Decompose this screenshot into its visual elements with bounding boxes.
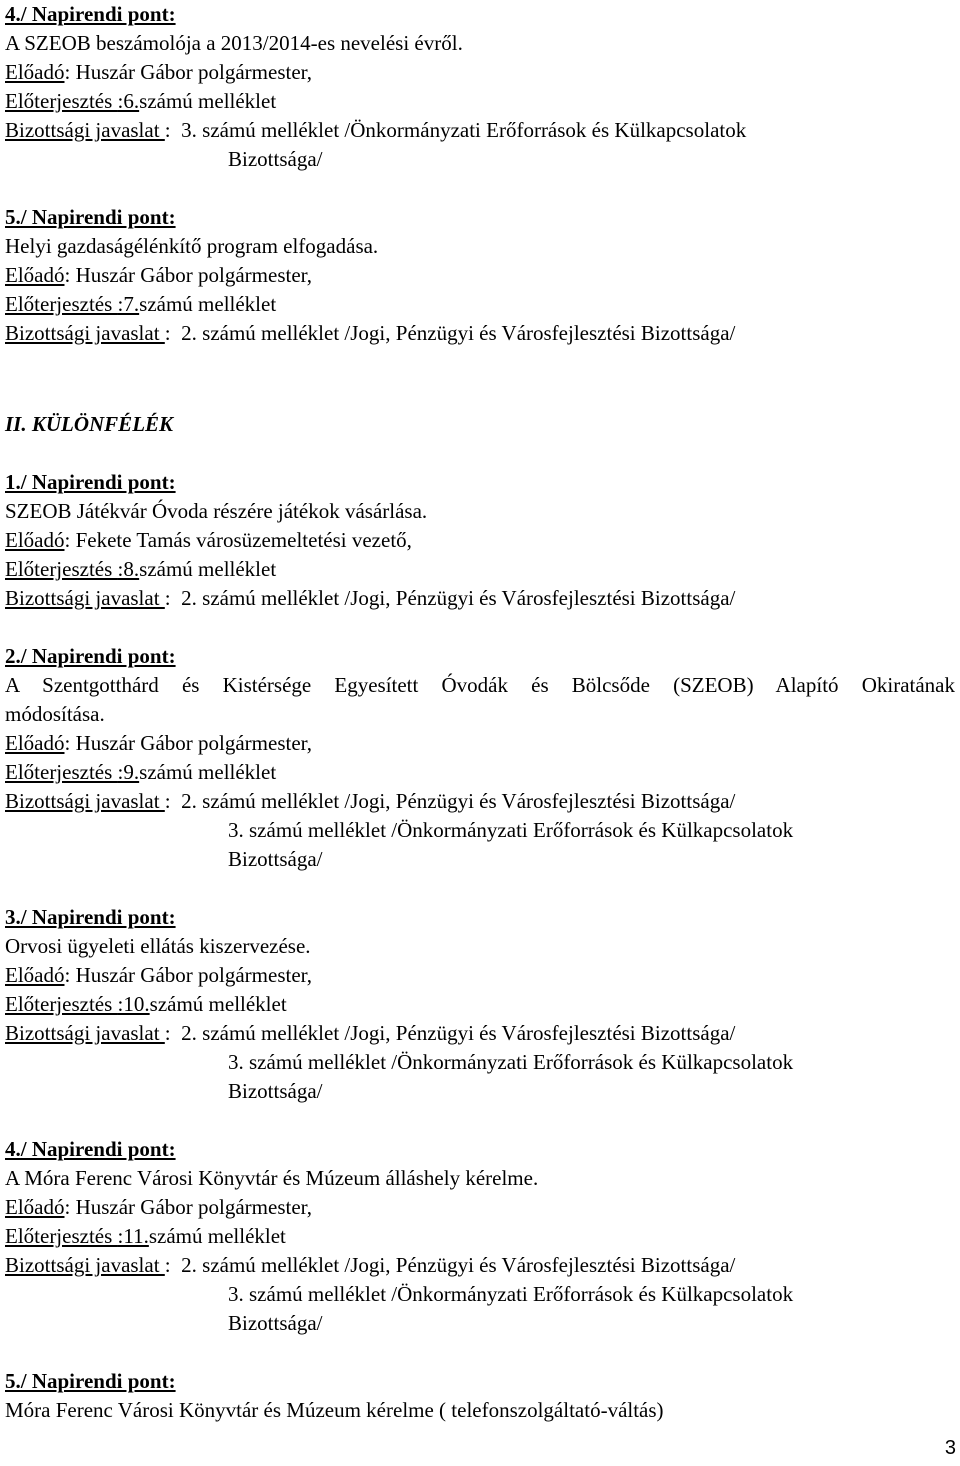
agenda-title (5, 1396, 955, 1425)
presenter-name: : Huszár Gábor polgármester, (64, 731, 313, 755)
presenter-line (5, 961, 955, 990)
presenter-label: Előadó (5, 263, 65, 287)
committee-annex: 3. számú melléklet /Önkormányzati Erőforrások és Külkapcsolatok (228, 818, 794, 842)
agenda-heading-text: 2./ Napirendi pont: (5, 644, 176, 668)
proposal-annex: :6. (117, 89, 140, 113)
proposal-label: Előterjesztés (5, 557, 118, 581)
proposal-label: Előterjesztés (5, 89, 118, 113)
committee-line (5, 319, 955, 348)
agenda-title (5, 1164, 955, 1193)
committee-colon: : (164, 118, 176, 142)
committee-colon: : (164, 586, 176, 610)
presenter-name: : Huszár Gábor polgármester, (64, 263, 313, 287)
agenda-title-text: SZEOB Játékvár Óvoda részére játékok vásárlása. (5, 499, 428, 523)
presenter-line (5, 729, 955, 758)
proposal-suffix: számú melléklet (149, 992, 287, 1016)
agenda-heading (5, 203, 955, 232)
presenter-line (5, 526, 955, 555)
agenda-heading-text: 5./ Napirendi pont: (5, 1369, 176, 1393)
agenda-title (5, 232, 955, 261)
committee-colon: : (164, 321, 176, 345)
presenter-label: Előadó (5, 1195, 65, 1219)
agenda-heading-text: 3./ Napirendi pont: (5, 905, 176, 929)
proposal-suffix: számú melléklet (139, 760, 277, 784)
committee-annex: 2. számú melléklet /Jogi, Pénzügyi és Városfejlesztési Bizottsága/ (181, 321, 736, 345)
agenda-heading (5, 642, 955, 671)
section-title-text: II. KÜLÖNFÉLÉK (5, 412, 174, 436)
committee-annex: 2. számú melléklet /Jogi, Pénzügyi és Városfejlesztési Bizottsága/ (181, 789, 736, 813)
committee-line (5, 1280, 955, 1309)
committee-label: Bizottsági javaslat (5, 1021, 165, 1045)
committee-line (5, 584, 955, 613)
committee-annex: 2. számú melléklet /Jogi, Pénzügyi és Városfejlesztési Bizottsága/ (181, 1021, 736, 1045)
agenda-heading (5, 1135, 955, 1164)
proposal-annex: :9. (117, 760, 140, 784)
committee-annex-cont: Bizottsága/ (228, 1311, 323, 1335)
committee-colon: : (164, 1021, 176, 1045)
committee-annex: 2. számú melléklet /Jogi, Pénzügyi és Városfejlesztési Bizottsága/ (181, 1253, 736, 1277)
presenter-label: Előadó (5, 60, 65, 84)
presenter-label: Előadó (5, 731, 65, 755)
agenda-title-text: A Szentgotthárd és Kistérsége Egyesített Óvodák és Bölcsőde (SZEOB) Alapító Okiratának (5, 673, 955, 697)
presenter-label: Előadó (5, 528, 65, 552)
committee-label: Bizottsági javaslat (5, 321, 165, 345)
presenter-name: : Huszár Gábor polgármester, (64, 1195, 313, 1219)
agenda-heading (5, 0, 955, 29)
committee-line-cont (5, 845, 955, 874)
proposal-line (5, 990, 955, 1019)
presenter-line (5, 261, 955, 290)
committee-annex: 3. számú melléklet /Önkormányzati Erőforrások és Külkapcsolatok (228, 1050, 794, 1074)
committee-colon: : (164, 1253, 176, 1277)
proposal-suffix: számú melléklet (139, 557, 277, 581)
section-title (5, 410, 955, 439)
proposal-annex: :7. (117, 292, 140, 316)
committee-line-cont (5, 1309, 955, 1338)
document-page (5, 0, 955, 1425)
proposal-line (5, 1222, 955, 1251)
committee-line (5, 116, 955, 145)
presenter-name: : Huszár Gábor polgármester, (64, 60, 313, 84)
agenda-heading (5, 903, 955, 932)
proposal-line (5, 290, 955, 319)
presenter-line (5, 1193, 955, 1222)
committee-colon: : (164, 789, 176, 813)
presenter-name: : Huszár Gábor polgármester, (64, 963, 313, 987)
agenda-title-text: A SZEOB beszámolója a 2013/2014-es nevelési évről. (5, 31, 463, 55)
proposal-suffix: számú melléklet (148, 1224, 286, 1248)
agenda-title (5, 29, 955, 58)
agenda-title-text: Helyi gazdaságélénkítő program elfogadása. (5, 234, 379, 258)
committee-label: Bizottsági javaslat (5, 586, 165, 610)
agenda-title-text: módosítása. (5, 702, 105, 726)
proposal-line (5, 87, 955, 116)
proposal-annex: :8. (117, 557, 140, 581)
proposal-label: Előterjesztés (5, 1224, 118, 1248)
proposal-label: Előterjesztés (5, 760, 118, 784)
committee-line-cont (5, 1077, 955, 1106)
agenda-title (5, 932, 955, 961)
agenda-heading-text: 4./ Napirendi pont: (5, 1137, 176, 1161)
proposal-annex: :11. (117, 1224, 149, 1248)
proposal-suffix: számú melléklet (139, 89, 277, 113)
committee-line (5, 1048, 955, 1077)
committee-label: Bizottsági javaslat (5, 118, 165, 142)
committee-annex-cont: Bizottsága/ (228, 847, 323, 871)
presenter-label: Előadó (5, 963, 65, 987)
agenda-heading-text: 5./ Napirendi pont: (5, 205, 176, 229)
presenter-name: : Fekete Tamás városüzemeltetési vezető, (64, 528, 412, 552)
committee-line (5, 1251, 955, 1280)
committee-line (5, 1019, 955, 1048)
agenda-heading-text: 4./ Napirendi pont: (5, 2, 176, 26)
committee-label: Bizottsági javaslat (5, 789, 165, 813)
agenda-title-text: Orvosi ügyeleti ellátás kiszervezése. (5, 934, 311, 958)
proposal-line (5, 555, 955, 584)
committee-annex-cont: Bizottsága/ (228, 1079, 323, 1103)
proposal-line (5, 758, 955, 787)
page-number: 3 (944, 1437, 956, 1459)
agenda-title-text: A Móra Ferenc Városi Könyvtár és Múzeum álláshely kérelme. (5, 1166, 539, 1190)
proposal-annex: :10. (117, 992, 150, 1016)
agenda-heading (5, 468, 955, 497)
committee-line-cont (5, 145, 955, 174)
agenda-title-cont (5, 700, 955, 729)
committee-label: Bizottsági javaslat (5, 1253, 165, 1277)
agenda-title-text: Móra Ferenc Városi Könyvtár és Múzeum kérelme ( telefonszolgáltató-váltás) (5, 1398, 664, 1422)
presenter-line (5, 58, 955, 87)
committee-line (5, 816, 955, 845)
committee-annex: 3. számú melléklet /Önkormányzati Erőforrások és Külkapcsolatok (181, 118, 747, 142)
committee-annex: 3. számú melléklet /Önkormányzati Erőforrások és Külkapcsolatok (228, 1282, 794, 1306)
proposal-label: Előterjesztés (5, 992, 118, 1016)
agenda-title (5, 671, 955, 700)
committee-annex: 2. számú melléklet /Jogi, Pénzügyi és Városfejlesztési Bizottsága/ (181, 586, 736, 610)
agenda-heading-text: 1./ Napirendi pont: (5, 470, 176, 494)
agenda-heading (5, 1367, 955, 1396)
committee-annex-cont: Bizottsága/ (228, 147, 323, 171)
proposal-label: Előterjesztés (5, 292, 118, 316)
proposal-suffix: számú melléklet (139, 292, 277, 316)
committee-line (5, 787, 955, 816)
agenda-title (5, 497, 955, 526)
